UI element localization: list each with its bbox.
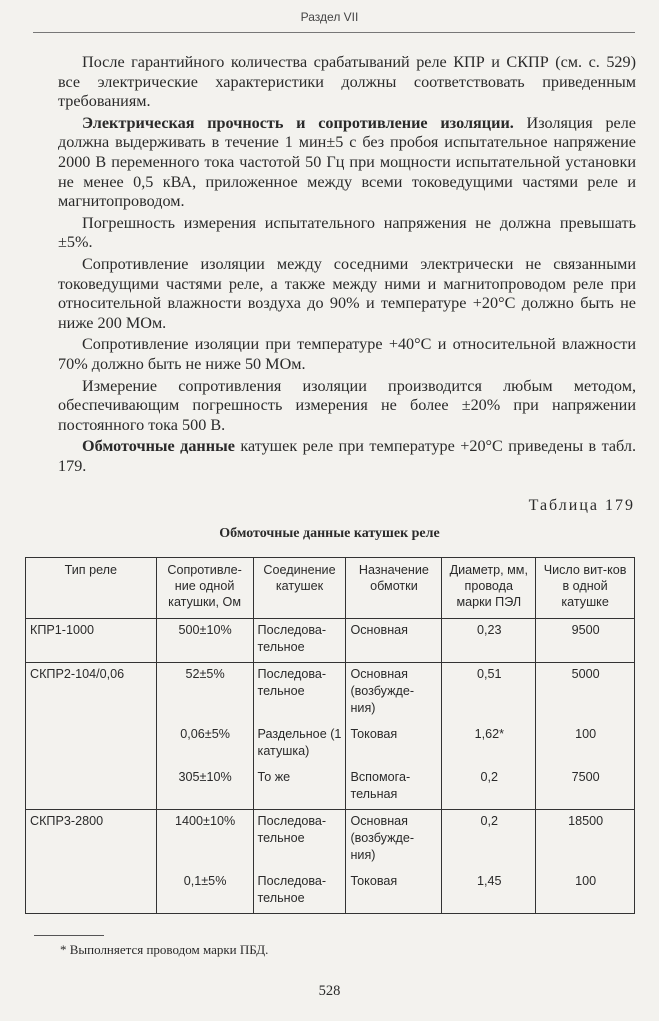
cell-purpose: Основная (возбужде-ния) xyxy=(346,810,442,871)
cell-diameter: 0,2 xyxy=(442,810,536,871)
coil-data-table xyxy=(25,557,635,914)
paragraph-7-heading: Обмоточные данные xyxy=(82,437,235,456)
table-header-row xyxy=(26,558,635,619)
paragraph-5: Сопротивление изоляции при температуре +40°С и относительной влажности 70% должно быть не ниже 50 МОм. xyxy=(58,335,636,373)
cell-connection: Последова-тельное xyxy=(253,619,346,663)
header-purpose: Назначение обмотки xyxy=(346,558,442,619)
paragraph-1: После гарантийного количества срабатываний реле КПР и СКПР (см. с. 529) все электрические характеристики должны соответствовать приведенным требованиям. xyxy=(58,53,636,111)
table-row xyxy=(26,870,635,914)
cell-resistance: 1400±10% xyxy=(156,810,253,871)
table-row xyxy=(26,619,635,663)
paragraph-4: Сопротивление изоляции между соседними электрически не связанными токоведущими частями реле, а также между ними и магнитопроводом реле при относительной влажности воздуха до 90% и температуре +20°С должно быть не ниже 200 МОм. xyxy=(58,254,636,332)
header-connection: Соединение катушек xyxy=(253,558,346,619)
paragraph-6: Измерение сопротивления изоляции производится любым методом, обеспечивающим погрешность измерения не более ±20% при напряжении постоянного тока 500 В. xyxy=(58,376,636,434)
cell-purpose: Токовая xyxy=(346,723,442,766)
cell-diameter: 0,51 xyxy=(442,663,536,724)
cell-type xyxy=(26,766,157,810)
cell-purpose: Основная xyxy=(346,619,442,663)
paragraph-2-heading: Электрическая прочность и сопротивление изоляции. xyxy=(82,113,514,132)
cell-turns: 9500 xyxy=(536,619,635,663)
table-row xyxy=(26,810,635,871)
cell-connection: То же xyxy=(253,766,346,810)
cell-type: СКПР2-104/0,06 xyxy=(26,663,157,724)
cell-connection: Последова-тельное xyxy=(253,870,346,914)
table-row xyxy=(26,723,635,766)
cell-purpose: Основная (возбужде-ния) xyxy=(346,663,442,724)
cell-turns: 7500 xyxy=(536,766,635,810)
header-resistance: Сопротивле-ние одной катушки, Ом xyxy=(156,558,253,619)
header-rule xyxy=(33,32,635,33)
header-type: Тип реле xyxy=(26,558,157,619)
cell-connection: Последова-тельное xyxy=(253,663,346,724)
footnote-rule xyxy=(34,935,104,936)
cell-purpose: Вспомога-тельная xyxy=(346,766,442,810)
cell-type xyxy=(26,870,157,914)
cell-type xyxy=(26,723,157,766)
footnote: * Выполняется проводом марки ПБД. xyxy=(60,942,269,957)
cell-turns: 100 xyxy=(536,870,635,914)
cell-turns: 5000 xyxy=(536,663,635,724)
cell-diameter: 1,62* xyxy=(442,723,536,766)
paragraph-7 xyxy=(58,437,636,476)
cell-type: КПР1-1000 xyxy=(26,619,157,663)
header-diameter: Диаметр, мм, провода марки ПЭЛ xyxy=(442,558,536,619)
cell-diameter: 0,2 xyxy=(442,766,536,810)
cell-diameter: 1,45 xyxy=(442,870,536,914)
cell-connection: Последова-тельное xyxy=(253,810,346,871)
cell-resistance: 305±10% xyxy=(156,766,253,810)
table-row xyxy=(26,663,635,724)
cell-diameter: 0,23 xyxy=(442,619,536,663)
header-turns: Число вит-ков в одной катушке xyxy=(536,558,635,619)
cell-connection: Раздельное (1 катушка) xyxy=(253,723,346,766)
cell-resistance: 0,06±5% xyxy=(156,723,253,766)
table-title: Обмоточные данные катушек реле xyxy=(219,526,440,541)
paragraph-3: Погрешность измерения испытательного напряжения не должна превышать ±5%. xyxy=(58,213,636,252)
cell-resistance: 52±5% xyxy=(156,663,253,724)
cell-resistance: 0,1±5% xyxy=(156,870,253,914)
cell-turns: 18500 xyxy=(536,810,635,871)
cell-resistance: 500±10% xyxy=(156,619,253,663)
table-number: Таблица 179 xyxy=(528,497,635,514)
page-number: 528 xyxy=(318,983,341,999)
paragraph-2-text: Изоляция реле должна выдерживать в течение 1 мин±5 с без пробоя испытательное напряжение 2000 В переменного тока частотой 50 Гц при мощности испытательной установки не менее 0,5 кВА, приложенное между всеми токоведущими частями реле и магнитопроводом. xyxy=(58,113,636,211)
paragraph-7-text: катушек реле при температуре +20°С приведены в табл. 179. xyxy=(58,437,636,475)
table-row xyxy=(26,766,635,810)
body-text xyxy=(58,53,636,478)
cell-turns: 100 xyxy=(536,723,635,766)
paragraph-2 xyxy=(58,114,636,212)
section-header: Раздел VII xyxy=(300,10,359,24)
cell-purpose: Токовая xyxy=(346,870,442,914)
cell-type: СКПР3-2800 xyxy=(26,810,157,871)
